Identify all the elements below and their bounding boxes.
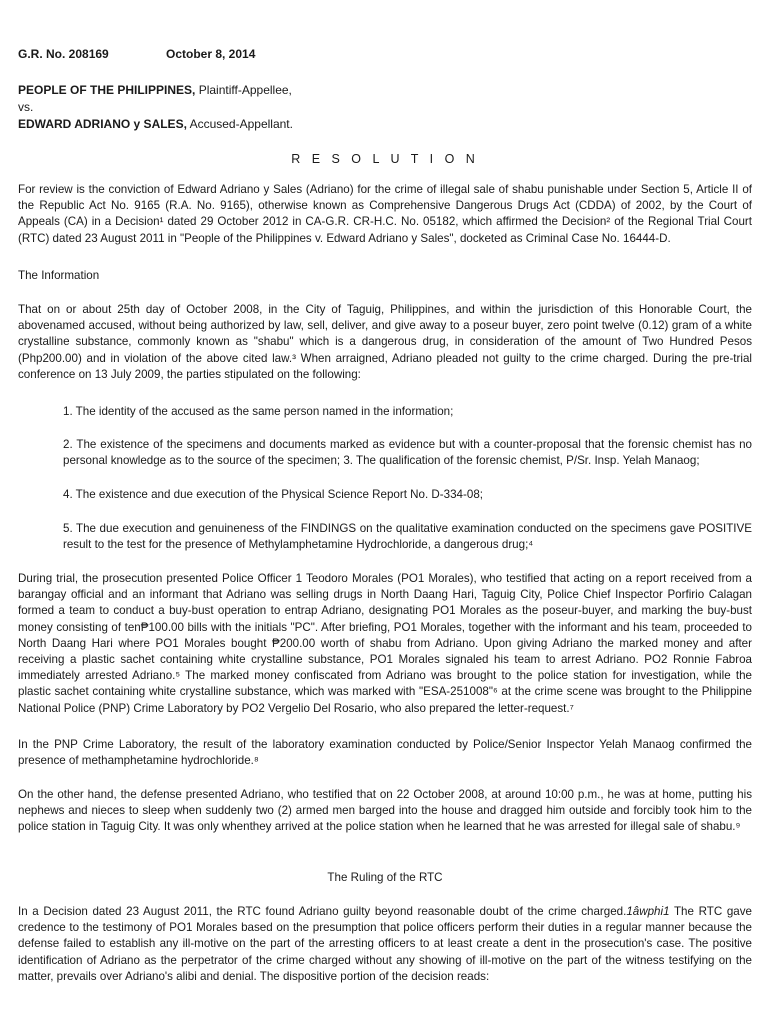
paragraph-defense: On the other hand, the defense presented Adriano, who testified that on 22 October 2008, at around 10:00 p.m., he was at home, putting his nephews and nieces to sleep when suddenly two (2) armed men barged into the house and dragged him outside and forcibly took him to the police station in Taguig City. It was only whenthey arrived at the police station when he learned that he was arrested for illegal sale of shabu.⁹ [18,788,752,834]
watermark-text: 1âwphi1 [626,905,670,918]
stipulation-item: 2. The existence of the specimens and documents marked as evidence but with a counter-proposal that the forensic chemist has no personal knowledge as to the source of the specimen; 3. The qualification of the forensic chemist, P/Sr. Insp. Yelah Manaog; [63,438,752,468]
stipulation-item: 4. The existence and due execution of the Physical Science Report No. D-334-08; [63,488,483,501]
plaintiff-role: Plaintiff-Appellee, [195,83,292,97]
plaintiff-line [18,82,293,99]
heading-rtc-ruling: The Ruling of the RTC [327,871,443,884]
versus-line: vs. [18,100,34,114]
accused-name: EDWARD ADRIANO y SALES, [18,117,187,131]
stipulation-item: 5. The due execution and genuineness of the FINDINGS on the qualitative examination conducted on the specimens gave POSITIVE result to the test for the presence of Methylamphetamine Hydrochloride, a dangerous drug;⁴ [63,522,752,552]
plaintiff-name: PEOPLE OF THE PHILIPPINES, [18,83,196,97]
gr-number: G.R. No. 208169 [18,47,109,61]
paragraph-information: That on or about 25th day of October 2008, in the City of Taguig, Philippines, and within the jurisdiction of this Honorable Court, the abovenamed accused, without being authorized by law, sell, deliver, and give away to a poseur buyer, zero point twelve (0.12) gram of a white crystalline substance, commonly known as "shabu" which is a dangerous drug, in consideration of the amount of Two Hundred Pesos (Php200.00) and in violation of the above cited law.³ When arraigned, Adriano pleaded not guilty to the crime charged. During the pre-trial conference on 13 July 2009, the parties stipulated on the following: [18,303,752,381]
paragraph-laboratory: In the PNP Crime Laboratory, the result of the laboratory examination conducted by Police/Senior Inspector Yelah Manaog confirmed the presence of methamphetamine hydrochloride.⁸ [18,738,752,768]
case-date: October 8, 2014 [166,47,256,61]
rtc-decision-rest: The RTC gave credence to the testimony of PO1 Morales based on the presumption that police officers perform their duties in a regular manner because the defense failed to establish any ill-motive on the part of the arresting officers to at least create a dent in the prosecution's case. The positive identification of Adriano as the perpetrator of the crime charged without any showing of ill-motive on the part of the witness testifying on the matter, prevails over Adriano's alibi and denial. The dispositive portion of the decision reads: [18,905,752,983]
resolution-title: R E S O L U T I O N [291,152,479,166]
paragraph-review: For review is the conviction of Edward Adriano y Sales (Adriano) for the crime of illegal sale of shabu punishable under Section 5, Article II of the Republic Act No. 9165 (R.A. No. 9165), otherwise known as Comprehensive Dangerous Drugs Act (CDDA) of 2002, by the Court of Appeals (CA) in a Decision¹ dated 29 October 2012 in CA-G.R. CR-H.C. No. 05182, which affirmed the Decision² of the Regional Trial Court (RTC) dated 23 August 2011 in "People of the Philippines v. Edward Adriano y Sales", docketed as Criminal Case No. 16444-D. [18,183,752,245]
paragraph-prosecution: During trial, the prosecution presented Police Officer 1 Teodoro Morales (PO1 Morales), who testified that acting on a report received from a barangay official and an informant that Adriano was selling drugs in North Daang Hari, Taguig City, Police Chief Inspector Porfirio Calagan formed a team to conduct a buy-bust operation to entrap Adriano, designating PO1 Morales as the poseur-buyer, and marking the buy-bust money consisting of ten₱100.00 bills with the initials "PC". After briefing, PO1 Morales, together with the informant and his team, proceeded to North Daang Hari where PO1 Morales bought ₱200.00 worth of shabu from Adriano. Upon giving Adriano the marked money and after receiving a plastic sachet containing white crystalline substance, PO1 Morales signaled his team to arrest Adriano. PO2 Ronnie Fabroa immediately arrested Adriano.⁵ The marked money confiscated from Adriano was brought to the police station for investigation, while the plastic sachet containing white crystalline substance, which was marked with "ESA-251008"⁶ at the crime scene was brought to the Philippine National Police (PNP) Crime Laboratory by PO2 Vergelio Del Rosario, who also prepared the letter-request.⁷ [18,572,752,715]
accused-role: Accused-Appellant. [186,117,293,131]
accused-line [18,116,293,133]
paragraph-rtc-decision [18,904,752,985]
heading-information: The Information [18,269,100,282]
case-header [18,46,255,62]
stipulation-item: 1. The identity of the accused as the same person named in the information; [63,405,454,418]
case-parties [18,82,293,133]
rtc-decision-start: In a Decision dated 23 August 2011, the RTC found Adriano guilty beyond reasonable doubt of the crime charged. [18,905,627,918]
